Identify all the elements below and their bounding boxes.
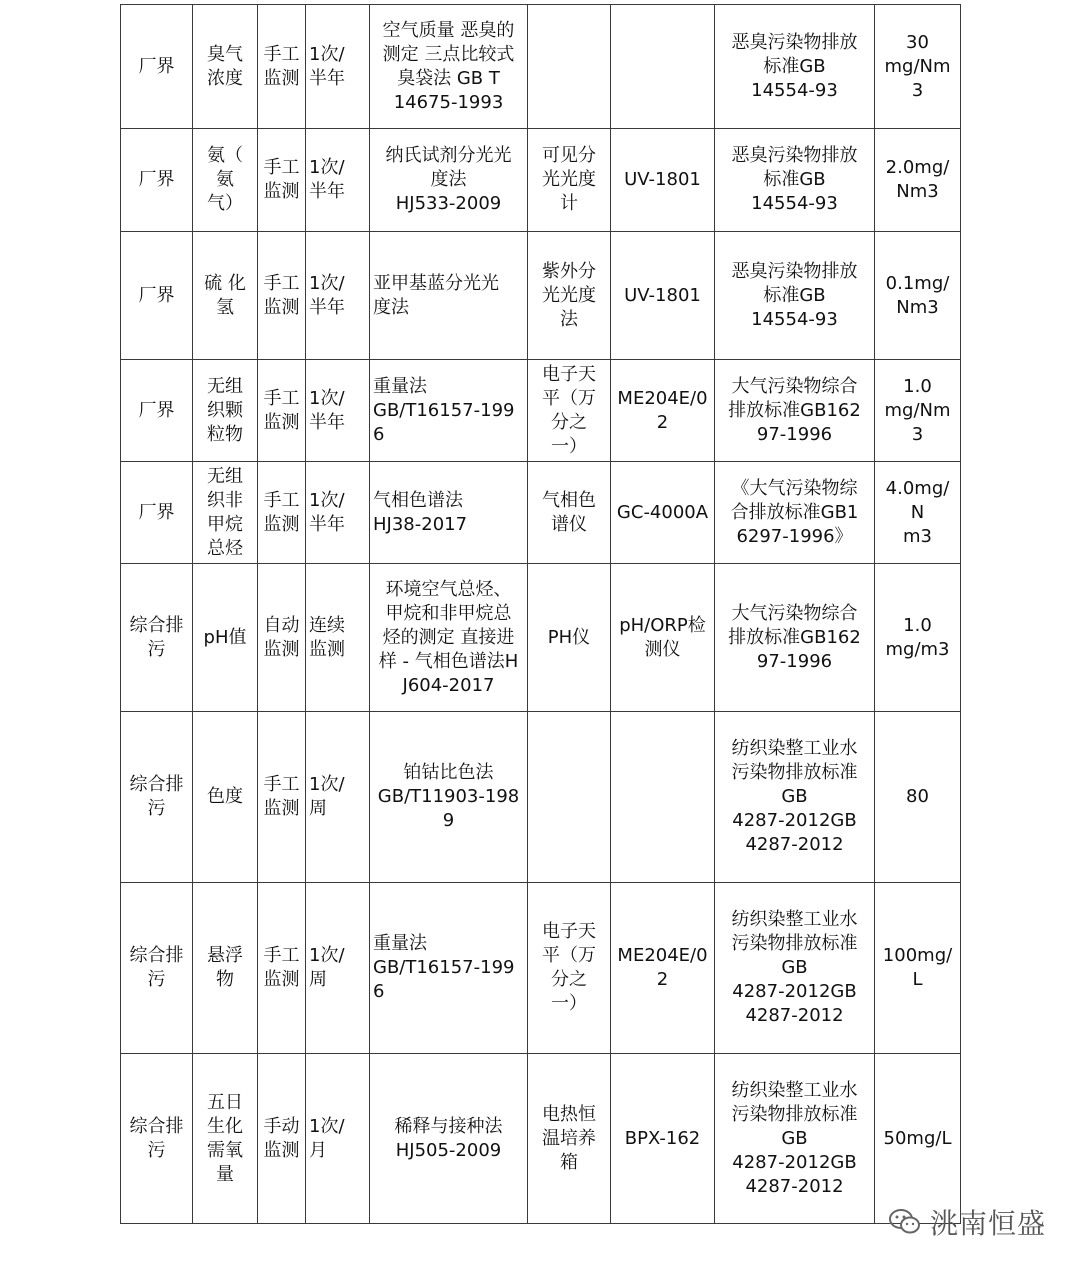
cell-analysis-method: 空气质量 恶臭的 测定 三点比较式 臭袋法 GB T 14675-1993 [370, 5, 528, 129]
cell-instrument [528, 712, 611, 883]
cell-instrument-model [611, 5, 715, 129]
cell-instrument: 电子天 平（万 分之 一） [528, 883, 611, 1054]
cell-emission-standard: 恶臭污染物排放 标准GB 14554-93 [715, 5, 875, 129]
cell-limit-value: 1.0 mg/Nm 3 [875, 360, 961, 462]
cell-frequency: 1次/ 周 [306, 883, 370, 1054]
cell-analysis-method: 重量法 GB/T16157-1996 [370, 883, 528, 1054]
cell-limit-value: 80 [875, 712, 961, 883]
watermark [888, 1202, 1046, 1242]
cell-monitoring-mode: 手工 监测 [258, 360, 306, 462]
cell-monitoring-mode: 手动 监测 [258, 1054, 306, 1224]
cell-monitoring-mode: 自动 监测 [258, 564, 306, 712]
cell-analysis-method: 环境空气总烃、 甲烷和非甲烷总 烃的测定 直接进 样 - 气相色谱法H J604-2017 [370, 564, 528, 712]
cell-monitoring-item: 无组 织非 甲烷 总烃 [193, 462, 258, 564]
cell-analysis-method: 稀释与接种法 HJ505-2009 [370, 1054, 528, 1224]
cell-analysis-method: 纳氏试剂分光光 度法 HJ533-2009 [370, 129, 528, 232]
cell-instrument-model [611, 712, 715, 883]
cell-monitoring-mode: 手工 监测 [258, 462, 306, 564]
cell-frequency: 1次/ 半年 [306, 129, 370, 232]
cell-monitoring-item: 无组 织颗 粒物 [193, 360, 258, 462]
cell-limit-value: 30 mg/Nm 3 [875, 5, 961, 129]
table-row [121, 360, 961, 462]
cell-emission-standard: 纺织染整工业水 污染物排放标准 GB 4287-2012GB 4287-2012 [715, 712, 875, 883]
cell-emission-standard: 《大气污染物综 合排放标准GB1 6297-1996》 [715, 462, 875, 564]
cell-analysis-method: 亚甲基蓝分光光 度法 [370, 232, 528, 360]
cell-instrument: 电子天 平（万 分之 一） [528, 360, 611, 462]
cell-analysis-method: 气相色谱法 HJ38-2017 [370, 462, 528, 564]
cell-analysis-method: 重量法 GB/T16157-1996 [370, 360, 528, 462]
cell-instrument: 气相色 谱仪 [528, 462, 611, 564]
monitoring-table [120, 4, 961, 1224]
cell-limit-value: 4.0mg/ N m3 [875, 462, 961, 564]
cell-frequency: 1次/ 半年 [306, 360, 370, 462]
cell-monitoring-point: 厂界 [121, 462, 193, 564]
cell-limit-value: 100mg/ L [875, 883, 961, 1054]
cell-frequency: 连续 监测 [306, 564, 370, 712]
table-row [121, 564, 961, 712]
table-row [121, 232, 961, 360]
cell-monitoring-point: 综合排 污 [121, 883, 193, 1054]
table-row [121, 462, 961, 564]
cell-instrument-model: pH/ORP检 测仪 [611, 564, 715, 712]
cell-emission-standard: 大气污染物综合 排放标准GB162 97-1996 [715, 564, 875, 712]
cell-limit-value: 1.0 mg/m3 [875, 564, 961, 712]
cell-limit-value: 0.1mg/ Nm3 [875, 232, 961, 360]
cell-limit-value: 50mg/L [875, 1054, 961, 1224]
cell-instrument-model: UV-1801 [611, 232, 715, 360]
cell-monitoring-item: 悬浮 物 [193, 883, 258, 1054]
cell-instrument: PH仪 [528, 564, 611, 712]
watermark-text: 洮南恒盛 [929, 1207, 1046, 1240]
cell-monitoring-mode: 手工 监测 [258, 129, 306, 232]
cell-frequency: 1次/ 半年 [306, 232, 370, 360]
cell-monitoring-mode: 手工 监测 [258, 883, 306, 1054]
table-row [121, 129, 961, 232]
table-row [121, 5, 961, 129]
cell-monitoring-item: 氨（ 氨 气） [193, 129, 258, 232]
cell-emission-standard: 纺织染整工业水 污染物排放标准 GB 4287-2012GB 4287-2012 [715, 1054, 875, 1224]
cell-frequency: 1次/ 半年 [306, 5, 370, 129]
cell-monitoring-mode: 手工 监测 [258, 5, 306, 129]
cell-instrument-model: ME204E/0 2 [611, 360, 715, 462]
cell-frequency: 1次/ 半年 [306, 462, 370, 564]
cell-frequency: 1次/ 月 [306, 1054, 370, 1224]
cell-instrument: 可见分 光光度 计 [528, 129, 611, 232]
cell-emission-standard: 恶臭污染物排放 标准GB 14554-93 [715, 129, 875, 232]
table-row [121, 712, 961, 883]
cell-instrument [528, 5, 611, 129]
cell-emission-standard: 纺织染整工业水 污染物排放标准 GB 4287-2012GB 4287-2012 [715, 883, 875, 1054]
cell-analysis-method: 铂钴比色法 GB/T11903-1989 [370, 712, 528, 883]
cell-instrument: 电热恒 温培养 箱 [528, 1054, 611, 1224]
cell-monitoring-point: 厂界 [121, 5, 193, 129]
cell-monitoring-item: pH值 [193, 564, 258, 712]
wechat-icon [888, 1207, 922, 1237]
cell-emission-standard: 恶臭污染物排放 标准GB 14554-93 [715, 232, 875, 360]
cell-limit-value: 2.0mg/ Nm3 [875, 129, 961, 232]
cell-monitoring-point: 综合排 污 [121, 564, 193, 712]
cell-monitoring-mode: 手工 监测 [258, 232, 306, 360]
cell-monitoring-point: 厂界 [121, 129, 193, 232]
cell-instrument-model: GC-4000A [611, 462, 715, 564]
cell-monitoring-point: 厂界 [121, 232, 193, 360]
cell-monitoring-point: 综合排 污 [121, 1054, 193, 1224]
cell-monitoring-mode: 手工 监测 [258, 712, 306, 883]
cell-monitoring-item: 五日 生化 需氧 量 [193, 1054, 258, 1224]
table-row [121, 883, 961, 1054]
cell-monitoring-point: 厂界 [121, 360, 193, 462]
cell-monitoring-point: 综合排 污 [121, 712, 193, 883]
cell-emission-standard: 大气污染物综合 排放标准GB162 97-1996 [715, 360, 875, 462]
cell-instrument: 紫外分 光光度 法 [528, 232, 611, 360]
cell-monitoring-item: 硫 化 氢 [193, 232, 258, 360]
cell-instrument-model: UV-1801 [611, 129, 715, 232]
table-body [121, 5, 961, 1224]
cell-monitoring-item: 色度 [193, 712, 258, 883]
table-row [121, 1054, 961, 1224]
cell-frequency: 1次/ 周 [306, 712, 370, 883]
cell-instrument-model: BPX-162 [611, 1054, 715, 1224]
cell-instrument-model: ME204E/0 2 [611, 883, 715, 1054]
cell-monitoring-item: 臭气 浓度 [193, 5, 258, 129]
